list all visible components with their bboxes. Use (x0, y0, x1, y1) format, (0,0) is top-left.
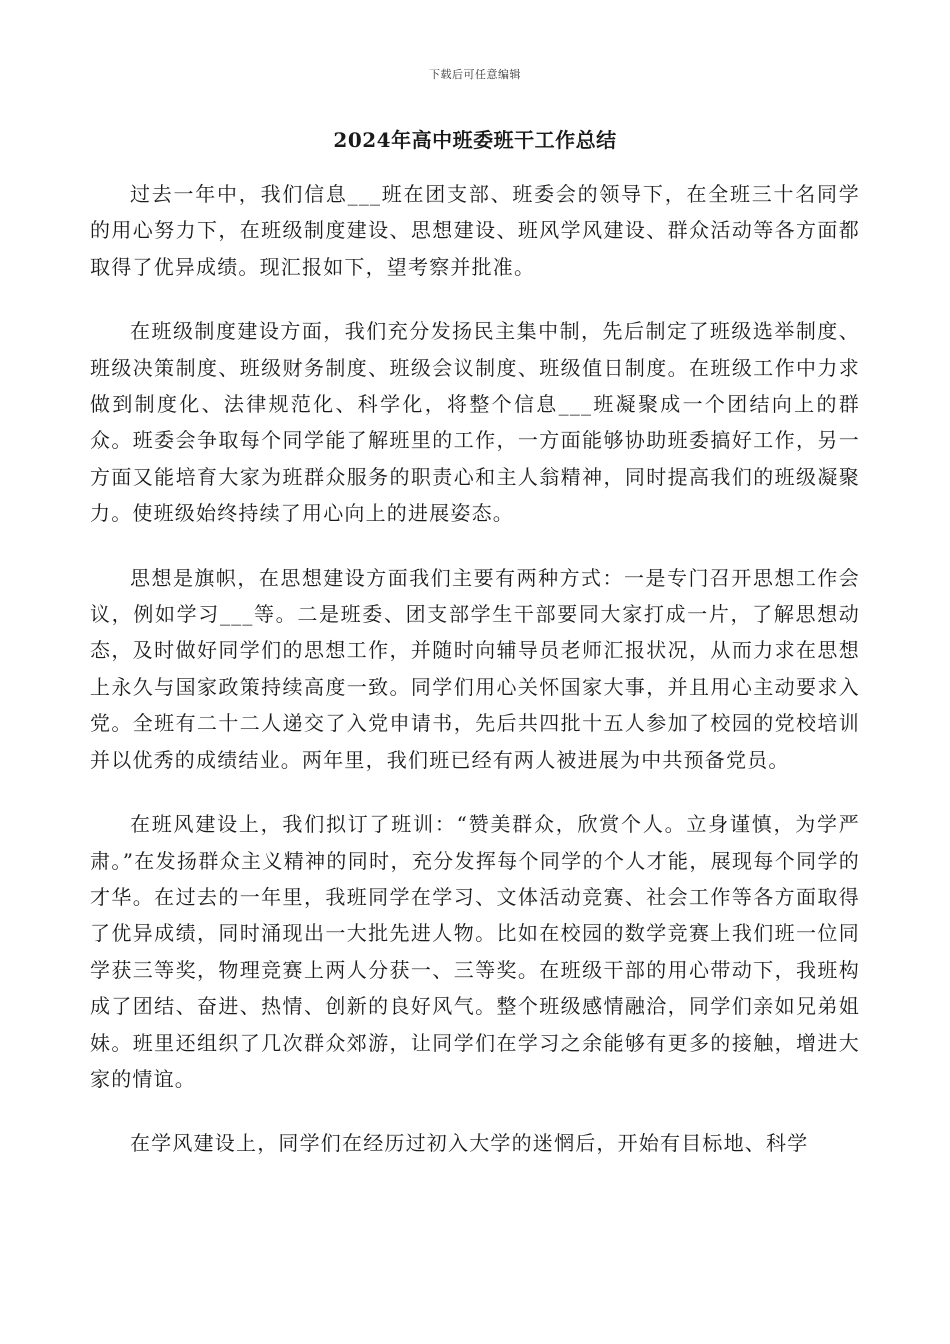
paragraph-class-system: 在班级制度建设方面，我们充分发扬民主集中制，先后制定了班级选举制度、班级决策制度、班级财务制度、班级会议制度、班级值日制度。在班级工作中力求做到制度化、法律规范化、科学化，将整个信息___班凝聚成一个团结向上的群众。班委会争取每个同学能了解班里的工作，一方面能够协助班委搞好工作，另一方面又能培育大家为班群众服务的职责心和主人翁精神，同时提高我们的班级凝聚力。使班级始终持续了用心向上的进展姿态。 (90, 319, 860, 526)
header-note: 下载后可任意编辑 (429, 68, 521, 81)
document-body (90, 176, 860, 1190)
paragraph-study-culture: 在学风建设上，同学们在经历过初入大学的迷惘后，开始有目标地、科学 (130, 1131, 809, 1156)
document-title: 2024年高中班委班干工作总结 (333, 128, 617, 152)
paragraph-intro: 过去一年中，我们信息___班在团支部、班委会的领导下，在全班三十名同学的用心努力下，在班级制度建设、思想建设、班风学风建设、群众活动等各方面都取得了优异成绩。现汇报如下，望考察并批准。 (90, 182, 860, 279)
paragraph-class-culture: 在班风建设上，我们拟订了班训：“赞美群众，欣赏个人。立身谨慎，为学严肃。”在发扬群众主义精神的同时，充分发挥每个同学的个人才能，展现每个同学的才华。在过去的一年里，我班同学在学习、文体活动竞赛、社会工作等各方面取得了优异成绩，同时涌现出一大批先进人物。比如在校园的数学竞赛上我们班一位同学获三等奖，物理竞赛上两人分获一、三等奖。在班级干部的用心带动下，我班构成了团结、奋进、热情、创新的良好风气。整个班级感情融洽，同学们亲如兄弟姐妹。班里还组织了几次群众郊游，让同学们在学习之余能够有更多的接触，增进大家的情谊。 (90, 812, 860, 1091)
paragraph-ideology: 思想是旗帜，在思想建设方面我们主要有两种方式：一是专门召开思想工作会议，例如学习___等。二是班委、团支部学生干部要同大家打成一片，了解思想动态，及时做好同学们的思想工作，并随时向辅导员老师汇报状况，从而力求在思想上永久与国家政策持续高度一致。同学们用心关怀国家大事，并且用心主动要求入党。全班有二十二人递交了入党申请书，先后共四批十五人参加了校园的党校培训并以优秀的成绩结业。两年里，我们班已经有两人被进展为中共预备党员。 (90, 565, 860, 772)
